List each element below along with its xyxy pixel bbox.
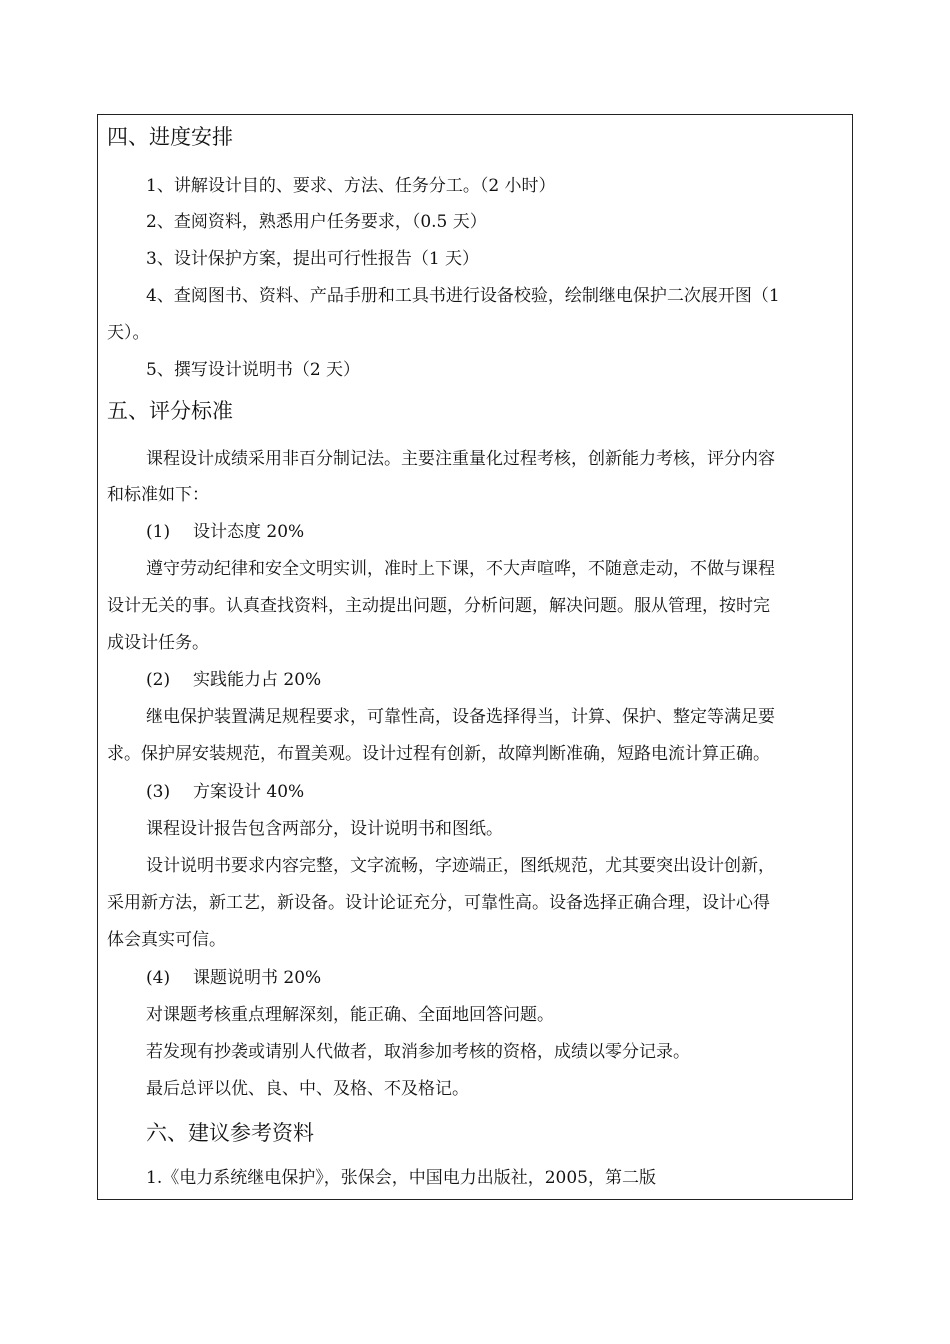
criterion-2-title: 实践能力占 20% <box>193 670 322 690</box>
schedule-item-4-line-2: 天）。 <box>107 323 150 343</box>
schedule-item-4-line-1: 4、查阅图书、资料、产品手册和工具书进行设备校验，绘制继电保护二次展开图（1 <box>146 286 780 306</box>
criterion-1-line-1: 遵守劳动纪律和安全文明实训，准时上下课，不大声喧哗，不随意走动，不做与课程 <box>146 559 775 579</box>
criterion-3-line-3: 采用新方法，新工艺，新设备。设计论证充分，可靠性高。设备选择正确合理，设计心得 <box>107 893 770 913</box>
criterion-1-title: 设计态度 20% <box>193 522 305 542</box>
criterion-4-line-3: 最后总评以优、良、中、及格、不及格记。 <box>146 1079 469 1099</box>
criterion-3-line-1: 课程设计报告包含两部分，设计说明书和图纸。 <box>146 819 503 839</box>
criterion-4-line-1: 对课题考核重点理解深刻，能正确、全面地回答问题。 <box>146 1005 554 1025</box>
content-frame <box>97 114 853 1200</box>
criterion-3-title: 方案设计 40% <box>193 782 305 802</box>
section-6-heading: 六、建议参考资料 <box>146 1121 314 1145</box>
section-5-heading: 五、评分标准 <box>107 399 233 423</box>
criterion-3-number: (3) <box>146 782 171 802</box>
criterion-2-line-1: 继电保护装置满足规程要求，可靠性高，设备选择得当，计算、保护、整定等满足要 <box>146 707 775 727</box>
schedule-item-1: 1、讲解设计目的、要求、方法、任务分工。（2 小时） <box>146 176 556 196</box>
reference-1: 1.《电力系统继电保护》，张保会，中国电力出版社，2005，第二版 <box>146 1168 656 1188</box>
criterion-3-line-4: 体会真实可信。 <box>107 930 226 950</box>
criterion-4-number: (4) <box>146 968 171 988</box>
criterion-1-line-2: 设计无关的事。认真查找资料，主动提出问题，分析问题，解决问题。服从管理，按时完 <box>107 596 770 616</box>
schedule-item-2: 2、查阅资料，熟悉用户任务要求，（0.5 天） <box>146 212 487 232</box>
criterion-2-number: (2) <box>146 670 171 690</box>
criteria-intro-line-2: 和标准如下： <box>107 485 209 505</box>
criterion-1-number: (1) <box>146 522 171 542</box>
criterion-1-line-3: 成设计任务。 <box>107 633 209 653</box>
criteria-intro-line-1: 课程设计成绩采用非百分制记法。主要注重量化过程考核，创新能力考核，评分内容 <box>146 449 775 469</box>
criterion-4-line-2: 若发现有抄袭或请别人代做者，取消参加考核的资格，成绩以零分记录。 <box>146 1042 690 1062</box>
criterion-3-line-2: 设计说明书要求内容完整，文字流畅，字迹端正，图纸规范，尤其要突出设计创新， <box>146 856 775 876</box>
section-4-heading: 四、进度安排 <box>107 125 233 149</box>
schedule-item-3: 3、设计保护方案，提出可行性报告（1 天） <box>146 249 480 269</box>
criterion-4-title: 课题说明书 20% <box>193 968 322 988</box>
schedule-item-5: 5、撰写设计说明书（2 天） <box>146 360 361 380</box>
criterion-2-line-2: 求。保护屏安装规范，布置美观。设计过程有创新，故障判断准确，短路电流计算正确。 <box>107 744 770 764</box>
